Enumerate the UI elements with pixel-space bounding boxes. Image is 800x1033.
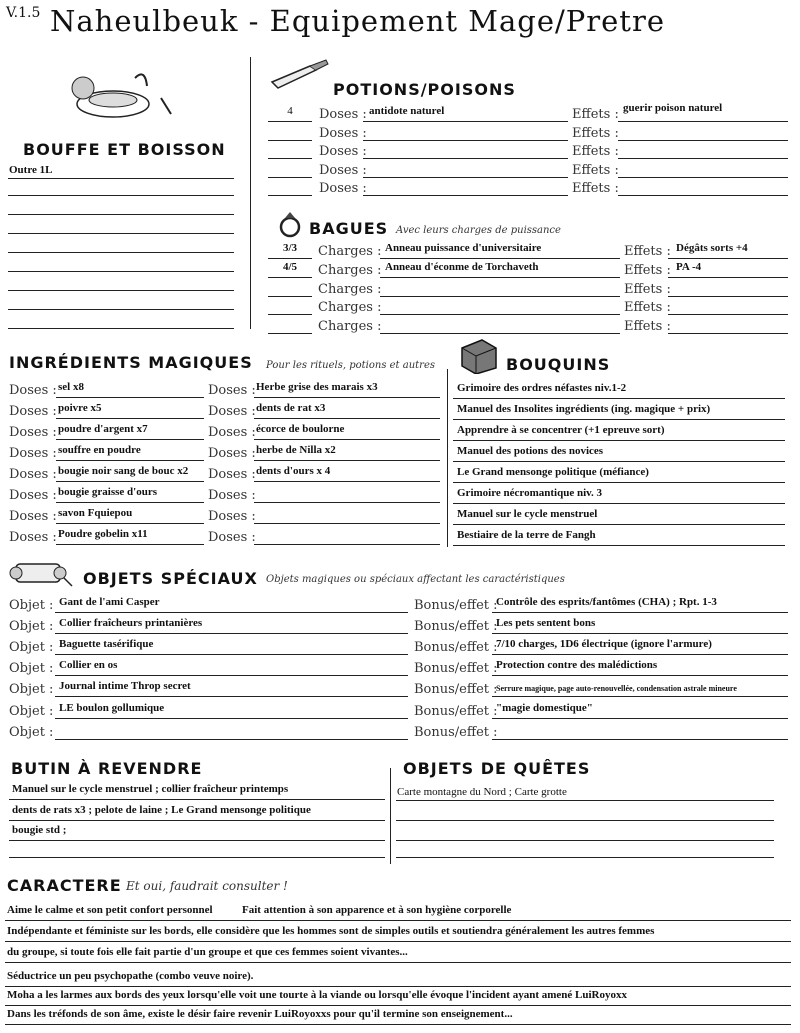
object-name: Collier en os	[59, 659, 118, 671]
potion-count: 4	[287, 105, 293, 117]
bonus-line	[492, 633, 788, 634]
rings-title: BAGUES	[309, 219, 389, 238]
quest-line	[396, 820, 774, 821]
character-line	[5, 986, 791, 987]
potion-name-line	[363, 121, 568, 122]
character-trait: Moha a les larmes aux bords des yeux lorsqu'elle voit une tourte à la viande ou lorsqu'elle évoque l'incident ayant amené LuiRoyoxx	[7, 989, 627, 1001]
ring-effect-line	[668, 258, 788, 259]
ingredient-line	[254, 460, 440, 461]
ingredient-item: bougie graisse d'ours	[58, 486, 158, 498]
quests-title: OBJETS DE QUÊTES	[403, 759, 591, 778]
potion-bottle-icon	[268, 58, 332, 92]
potion-name: antidote naturel	[369, 105, 445, 117]
bonus-label: Bonus/effet :	[414, 619, 498, 634]
ingredient-line	[254, 481, 440, 482]
ring-count-line	[268, 314, 312, 315]
book-line	[453, 524, 785, 525]
ring-count: 4/5	[282, 261, 298, 273]
book-line	[453, 398, 785, 399]
food-line	[8, 195, 234, 196]
book-line	[453, 461, 785, 462]
ingredient-dose-label: Doses :	[9, 383, 57, 398]
potion-dose-label: Doses :	[319, 181, 367, 196]
ingredient-dose-label: Doses :	[9, 530, 57, 545]
ring-effect: PA -4	[676, 261, 702, 273]
ingredient-dose-label: Doses :	[9, 404, 57, 419]
ingredient-item: herbe de Nilla x2	[256, 444, 336, 456]
loot-item: bougie std ;	[12, 824, 67, 836]
ingredient-item: écorce de boulorne	[256, 423, 345, 435]
bonus-line	[492, 718, 788, 719]
food-line	[8, 328, 234, 329]
potion-effect-line	[618, 158, 788, 159]
potion-name-line	[363, 195, 568, 196]
ring-charge-label: Charges :	[318, 300, 382, 315]
book-line	[453, 503, 785, 504]
character-title: CARACTERE	[7, 876, 122, 895]
character-trait: Indépendante et féministe sur les bords, elle considère que les hommes sont de simples outils et soutiendra généralement les autres femmes	[7, 925, 655, 937]
bonus-label: Bonus/effet :	[414, 704, 498, 719]
character-line	[5, 1024, 791, 1025]
ring-effect-line	[668, 296, 788, 297]
potion-count-line	[268, 121, 312, 122]
ingredient-line	[254, 544, 440, 545]
object-line	[55, 654, 408, 655]
rings-subtitle: Avec leurs charges de puissance	[396, 225, 561, 236]
version-label: V.1.5	[6, 5, 41, 21]
character-trait: Dans les tréfonds de son âme, existe le désir faire revenir LuiRoyoxxs pour qu'il termine son enseignement...	[7, 1008, 513, 1020]
ingredient-dose-label: Doses :	[208, 383, 256, 398]
bonus-line	[492, 654, 788, 655]
ingredient-line	[56, 502, 204, 503]
object-line	[55, 612, 408, 613]
object-line	[55, 696, 408, 697]
ingredient-item: poivre x5	[58, 402, 102, 414]
potion-count-line	[268, 177, 312, 178]
object-line	[55, 718, 408, 719]
ingredient-dose-label: Doses :	[9, 467, 57, 482]
ingredient-line	[56, 418, 204, 419]
ring-effect-label: Effets :	[624, 319, 671, 334]
ring-name-line	[380, 258, 620, 259]
book-item: Apprendre à se concentrer (+1 epreuve sort)	[457, 424, 665, 436]
bonus-line	[492, 675, 788, 676]
potion-count-line	[268, 140, 312, 141]
bonus-value: Serrure magique, page auto-renouvellée, condensation astrale mineure	[496, 684, 737, 693]
food-line	[8, 290, 234, 291]
ring-charge-label: Charges :	[318, 263, 382, 278]
object-label: Objet :	[9, 640, 54, 655]
potion-count-line	[268, 158, 312, 159]
ring-icon	[277, 210, 303, 238]
food-line	[8, 271, 234, 272]
divider-middle	[447, 369, 448, 547]
bonus-label: Bonus/effet :	[414, 725, 498, 740]
bonus-value: Contrôle des esprits/fantômes (CHA) ; Rpt. 1-3	[496, 596, 717, 608]
bonus-line	[492, 612, 788, 613]
bonus-label: Bonus/effet :	[414, 598, 498, 613]
ingredient-item: dents d'ours x 4	[256, 465, 331, 477]
loot-line	[9, 820, 385, 821]
potion-dose-label: Doses :	[319, 107, 367, 122]
character-trait: du groupe, si toute fois elle fait partie d'un groupe et que ces femmes soient vivantes...	[7, 946, 408, 958]
quest-item: Carte montagne du Nord ; Carte grotte	[397, 786, 567, 798]
object-line	[55, 633, 408, 634]
ingredient-line	[56, 544, 204, 545]
ingredient-line	[56, 481, 204, 482]
bonus-value: Protection contre des malédictions	[496, 659, 658, 671]
bonus-value: 7/10 charges, 1D6 électrique (ignore l'armure)	[496, 638, 712, 650]
book-icon	[458, 338, 500, 374]
ingredient-dose-label: Doses :	[208, 467, 256, 482]
book-item: Manuel des Insolites ingrédients (ing. magique + prix)	[457, 403, 711, 415]
loot-line	[9, 799, 385, 800]
food-line	[8, 178, 234, 179]
object-label: Objet :	[9, 682, 54, 697]
scroll-icon	[8, 558, 76, 590]
bonus-label: Bonus/effet :	[414, 661, 498, 676]
divider-bottom	[390, 768, 391, 864]
book-item: Grimoire nécromantique niv. 3	[457, 487, 603, 499]
bonus-label: Bonus/effet :	[414, 682, 498, 697]
page-title: Naheulbeuk - Equipement Mage/Pretre	[50, 4, 665, 38]
ingredient-dose-label: Doses :	[9, 509, 57, 524]
ingredient-dose-label: Doses :	[208, 404, 256, 419]
food-item: Outre 1L	[9, 164, 53, 176]
ingredient-dose-label: Doses :	[9, 446, 57, 461]
ring-charge-label: Charges :	[318, 282, 382, 297]
potion-dose-label: Doses :	[319, 144, 367, 159]
bonus-value: Les pets sentent bons	[496, 617, 596, 629]
object-name: Collier fraîcheurs printanières	[59, 617, 203, 629]
potion-effect: guerir poison naturel	[623, 102, 723, 114]
ingredient-dose-label: Doses :	[208, 509, 256, 524]
ingredient-dose-label: Doses :	[9, 425, 57, 440]
ingredient-item: poudre d'argent x7	[58, 423, 148, 435]
character-line	[5, 1005, 791, 1006]
food-plate-icon	[65, 68, 180, 128]
food-line	[8, 233, 234, 234]
object-label: Objet :	[9, 619, 54, 634]
ingredient-line	[254, 397, 440, 398]
object-line	[55, 739, 408, 740]
book-line	[453, 419, 785, 420]
ring-effect-line	[668, 277, 788, 278]
potion-effect-line	[618, 177, 788, 178]
ingredient-dose-label: Doses :	[208, 488, 256, 503]
ingredient-dose-label: Doses :	[208, 425, 256, 440]
ingredient-line	[56, 397, 204, 398]
ring-effect: Dégâts sorts +4	[676, 242, 748, 254]
loot-item: Manuel sur le cycle menstruel ; collier fraîcheur printemps	[12, 783, 289, 795]
ingredient-line	[56, 439, 204, 440]
character-trait: Séductrice un peu psychopathe (combo veuve noire).	[7, 970, 254, 982]
potion-effect-line	[618, 195, 788, 196]
ring-effect-label: Effets :	[624, 244, 671, 259]
ring-count: 3/3	[282, 242, 298, 254]
object-label: Objet :	[9, 598, 54, 613]
ring-count-line	[268, 258, 312, 259]
ingredient-dose-label: Doses :	[208, 446, 256, 461]
potion-name-line	[363, 177, 568, 178]
ingredients-subtitle: Pour les rituels, potions et autres	[266, 360, 435, 371]
special-subtitle: Objets magiques ou spéciaux affectant les caractéristiques	[266, 574, 565, 585]
ingredient-line	[254, 502, 440, 503]
loot-item: dents de rats x3 ; pelote de laine ; Le Grand mensonge politique	[12, 804, 311, 816]
food-line	[8, 214, 234, 215]
potion-name-line	[363, 158, 568, 159]
ingredient-dose-label: Doses :	[9, 488, 57, 503]
potion-effect-label: Effets :	[572, 181, 619, 196]
potion-dose-label: Doses :	[319, 126, 367, 141]
ring-effect-label: Effets :	[624, 263, 671, 278]
ring-name-line	[380, 314, 620, 315]
ingredient-dose-label: Doses :	[208, 530, 256, 545]
ingredient-item: savon Fquiepou	[58, 507, 133, 519]
book-line	[453, 482, 785, 483]
potion-effect-label: Effets :	[572, 163, 619, 178]
ingredient-line	[56, 460, 204, 461]
potion-effect-label: Effets :	[572, 107, 619, 122]
potion-effect-label: Effets :	[572, 144, 619, 159]
ring-count-line	[268, 277, 312, 278]
ingredient-item: dents de rat x3	[256, 402, 326, 414]
object-label: Objet :	[9, 725, 54, 740]
ingredient-item: souffre en poudre	[58, 444, 141, 456]
ingredient-item: Poudre gobelin x11	[58, 528, 148, 540]
object-name: Journal intime Throp secret	[59, 680, 191, 692]
book-item: Bestiaire de la terre de Fangh	[457, 529, 596, 541]
potion-name-line	[363, 140, 568, 141]
quest-line	[396, 800, 774, 801]
character-line	[5, 920, 791, 921]
food-line	[8, 309, 234, 310]
ring-effect-label: Effets :	[624, 282, 671, 297]
potion-effect-line	[618, 140, 788, 141]
ingredient-item: sel x8	[58, 381, 84, 393]
potion-effect-line	[618, 121, 788, 122]
bonus-line	[492, 739, 788, 740]
ring-name: Anneau d'éconme de Torchaveth	[385, 261, 539, 273]
ingredient-item: Herbe grise des marais x3	[256, 381, 378, 393]
character-line	[5, 941, 791, 942]
ring-count-line	[268, 296, 312, 297]
quest-line	[396, 857, 774, 858]
special-title: OBJETS SPÉCIAUX	[83, 569, 258, 588]
object-name: LE boulon gollumique	[59, 702, 165, 714]
ring-effect-line	[668, 314, 788, 315]
book-item: Manuel sur le cycle menstruel	[457, 508, 598, 520]
ring-charge-label: Charges :	[318, 244, 382, 259]
ingredient-line	[254, 523, 440, 524]
food-title: BOUFFE ET BOISSON	[23, 140, 226, 159]
divider-top	[250, 57, 251, 329]
loot-title: BUTIN À REVENDRE	[11, 759, 203, 778]
ring-effect-line	[668, 333, 788, 334]
bonus-value: "magie domestique"	[496, 702, 593, 714]
ingredient-line	[254, 418, 440, 419]
potions-title: POTIONS/POISONS	[333, 80, 516, 99]
ring-charge-label: Charges :	[318, 319, 382, 334]
quest-line	[396, 840, 774, 841]
potion-dose-label: Doses :	[319, 163, 367, 178]
book-line	[453, 440, 785, 441]
bonus-label: Bonus/effet :	[414, 640, 498, 655]
loot-line	[9, 840, 385, 841]
book-line	[453, 545, 785, 546]
bonus-line	[492, 696, 788, 697]
object-line	[55, 675, 408, 676]
ring-count-line	[268, 333, 312, 334]
object-label: Objet :	[9, 704, 54, 719]
object-name: Gant de l'ami Casper	[59, 596, 160, 608]
food-line	[8, 252, 234, 253]
object-label: Objet :	[9, 661, 54, 676]
ring-name-line	[380, 333, 620, 334]
ring-name-line	[380, 277, 620, 278]
book-item: Manuel des potions des novices	[457, 445, 604, 457]
character-line	[5, 962, 791, 963]
book-item: Le Grand mensonge politique (méfiance)	[457, 466, 649, 478]
potion-effect-label: Effets :	[572, 126, 619, 141]
ring-name-line	[380, 296, 620, 297]
ring-name: Anneau puissance d'universitaire	[385, 242, 542, 254]
ingredient-line	[56, 523, 204, 524]
character-trait-extra: Fait attention à son apparence et à son hygiène corporelle	[242, 904, 512, 916]
books-title: BOUQUINS	[506, 355, 611, 374]
loot-line	[9, 857, 385, 858]
potion-count-line	[268, 195, 312, 196]
character-subtitle: Et oui, faudrait consulter !	[126, 879, 288, 893]
ring-effect-label: Effets :	[624, 300, 671, 315]
ingredient-item: bougie noir sang de bouc x2	[58, 465, 189, 477]
ingredient-line	[254, 439, 440, 440]
object-name: Baguette tasérifique	[59, 638, 154, 650]
book-item: Grimoire des ordres néfastes niv.1-2	[457, 382, 627, 394]
ingredients-title: INGRÉDIENTS MAGIQUES	[9, 353, 253, 372]
character-trait: Aime le calme et son petit confort personnel	[7, 904, 213, 916]
